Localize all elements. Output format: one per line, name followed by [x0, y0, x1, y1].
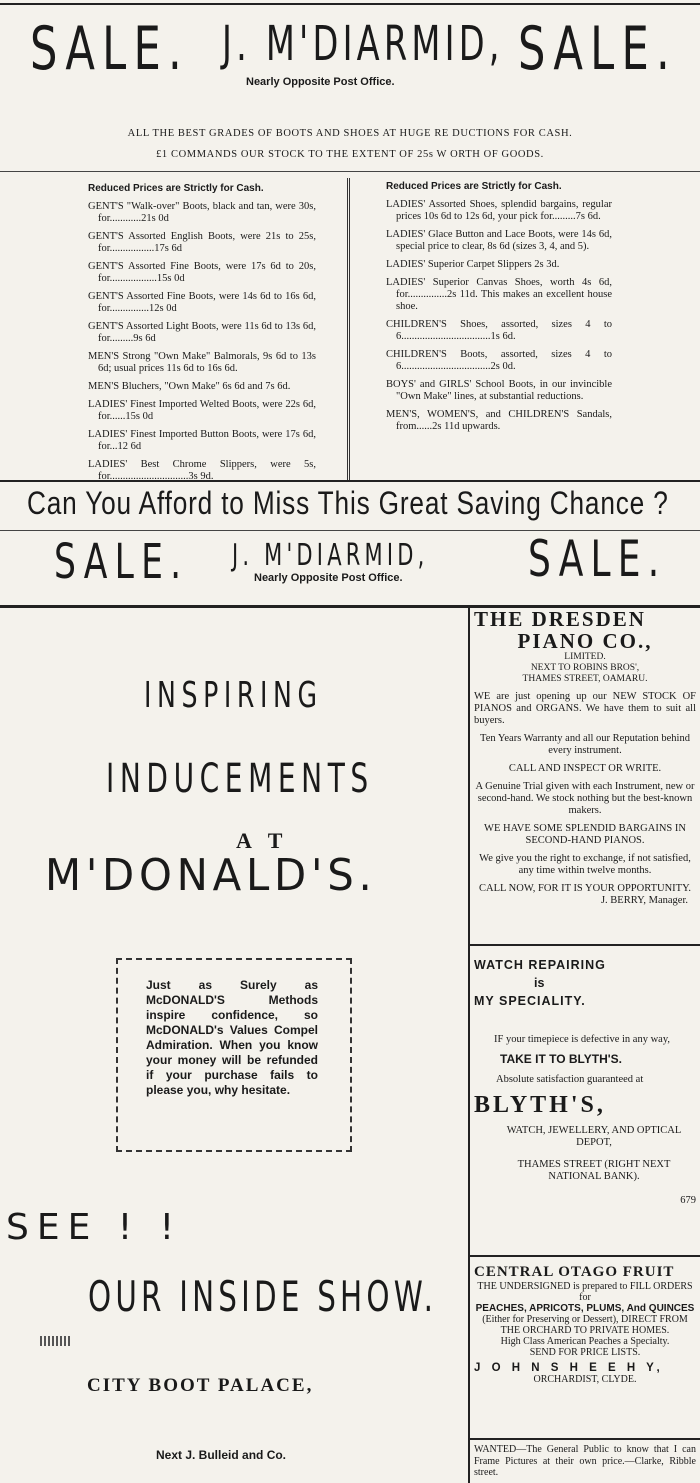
column-rule	[468, 608, 470, 1483]
dresden-addr-2: THAMES STREET, OAMARU.	[522, 674, 648, 684]
merchant-name-2: J. M'DIARMID,	[232, 538, 429, 573]
dresden-paragraph: A Genuine Trial given with each Instrument, new or second-hand. We stock nothing but the best-known makers.	[475, 781, 695, 816]
fruit-paragraph: THE UNDERSIGNED is prepared to FILL ORDERS for	[477, 1281, 693, 1303]
blyth-paragraph: THAMES STREET (RIGHT NEXT NATIONAL BANK).	[517, 1159, 671, 1182]
list-item: MEN'S Strong "Own Make" Balmorals, 9s 6d to 13s 6d; usual prices 11s 6d to 16s 6d.	[88, 351, 316, 374]
intro-line-2: £1 COMMANDS OUR STOCK TO THE EXTENT OF 25s W ORTH OF GOODS.	[156, 149, 544, 160]
list-item: BOYS' and GIRLS' School Boots, in our invincible "Own Make" lines, at substantial reductions.	[386, 379, 612, 402]
list-item: GENT'S "Walk-over" Boots, black and tan, were 30s, for............21s 0d	[88, 201, 316, 224]
dresden-paragraph: CALL AND INSPECT OR WRITE.	[508, 763, 662, 774]
smudge	[40, 1336, 70, 1346]
fruit-title: CENTRAL OTAGO FRUIT	[474, 1264, 675, 1280]
list-item: LADIES' Finest Imported Welted Boots, were 22s 6d, for......15s 0d	[88, 399, 316, 422]
fruit-name: J O H N S H E E H Y,	[474, 1362, 664, 1374]
price-list-right	[386, 181, 612, 439]
location-line: Nearly Opposite Post Office.	[246, 76, 395, 88]
dresden-title-text: THE DRESDEN	[474, 607, 646, 631]
next-bulleid: Next J. Bulleid and Co.	[156, 1448, 287, 1462]
fruit-varieties: PEACHES, APRICOTS, PLUMS, And QUINCES	[475, 1303, 695, 1314]
divider	[0, 480, 700, 482]
list-item: LADIES' Superior Carpet Slippers 2s 3d.	[386, 259, 560, 270]
slogan: Can You Afford to Miss This Great Saving Chance ?	[27, 485, 669, 521]
divider	[0, 171, 700, 172]
blyth-h1: WATCH REPAIRING	[474, 958, 606, 972]
blyth-ad-number: 679	[680, 1195, 696, 1206]
dresden-paragraph: We give you the right to exchange, if not satisfied, any time within twelve months.	[479, 853, 691, 876]
divider	[470, 1438, 700, 1440]
fruit-paragraph: High Class American Peaches a Specialty.	[500, 1336, 670, 1347]
blyth-take-it: TAKE IT TO BLYTH'S.	[500, 1052, 622, 1066]
blyth-h2: is	[534, 976, 545, 990]
fruit-ad	[474, 1264, 696, 1386]
fruit-place: ORCHARDIST, CLYDE.	[533, 1374, 637, 1385]
inducements-heading: INDUCEMENTS	[106, 756, 374, 802]
dresden-addr-1: NEXT TO ROBINS BROS',	[530, 663, 640, 673]
dresden-paragraph: WE are just opening up our NEW STOCK OF PIANOS and ORGANS. We have them to suit all buyers.	[474, 691, 696, 726]
mcdonalds-name: M'DONALD'S.	[45, 850, 377, 901]
dresden-paragraph: WE HAVE SOME SPLENDID BARGAINS IN SECOND-HAND PIANOS.	[484, 823, 686, 846]
at-heading: A T	[236, 828, 289, 853]
sale-right-heading-2: SALE.	[528, 530, 667, 588]
blyth-ad	[474, 958, 696, 1207]
list-item: MEN'S, WOMEN'S, and CHILDREN'S Sandals, from......2s 11d upwards.	[386, 409, 612, 432]
list-item: GENT'S Assorted Light Boots, were 11s 6d to 13s 6d, for.........9s 6d	[88, 321, 316, 344]
sale-left-heading: SALE.	[30, 14, 189, 84]
sale-right-heading: SALE.	[518, 14, 677, 84]
divider	[470, 944, 700, 946]
blyth-paragraph: Absolute satisfaction guaranteed at	[496, 1074, 644, 1085]
list-item: LADIES' Assorted Shoes, splendid bargains, regular prices 10s 6d to 12s 6d, your pick for.........7s 6d.	[386, 199, 612, 222]
intro-line-1: ALL THE BEST GRADES OF BOOTS AND SHOES AT HUGE RE DUCTIONS FOR CASH.	[127, 128, 573, 139]
dresden-paragraph: Ten Years Warranty and all our Reputation behind every instrument.	[480, 733, 690, 756]
dresden-paragraph: CALL NOW, FOR IT IS YOUR OPPORTUNITY.	[479, 883, 691, 894]
blyth-h3: MY SPECIALITY.	[474, 994, 586, 1008]
fruit-paragraph: SEND FOR PRICE LISTS.	[529, 1347, 641, 1358]
list-item: LADIES' Superior Canvas Shoes, worth 4s 6d, for...............2s 11d. This makes an excellent house shoe.	[386, 277, 612, 312]
list-item: CHILDREN'S Boots, assorted, sizes 4 to 6..................................2s 0d.	[386, 349, 612, 372]
blyth-name: BLYTH'S,	[474, 1092, 606, 1118]
inspiring-heading: INSPIRING	[144, 675, 323, 716]
list-item: GENT'S Assorted English Boots, were 21s to 25s, for.................17s 6d	[88, 231, 316, 254]
wanted-ad: WANTED—The General Public to know that I can Frame Pictures at their own price.—Clarke, Ribble street.	[474, 1444, 696, 1478]
location-line-2: Nearly Opposite Post Office.	[254, 572, 403, 584]
city-boot-palace: CITY BOOT PALACE,	[87, 1375, 314, 1396]
price-list-left	[88, 183, 316, 489]
list-item: MEN'S Bluchers, "Own Make" 6s 6d and 7s 6d.	[88, 381, 291, 392]
left-header: Reduced Prices are Strictly for Cash.	[88, 183, 264, 194]
divider	[470, 1255, 700, 1257]
box-text: Just as Surely as McDONALD'S Methods inspire confidence, so McDONALD's Values Compel Admiration. When you know your money will be refunded if your purchase fails to please you, why hesitate.	[146, 978, 318, 1097]
dresden-signature: J. BERRY, Manager.	[600, 895, 688, 906]
list-item: LADIES' Best Chrome Slippers, were 5s, for..............................3s 9d.	[88, 459, 316, 482]
dresden-title-2: PIANO CO.,	[517, 629, 653, 653]
blyth-paragraph: WATCH, JEWELLERY, AND OPTICAL DEPOT,	[506, 1125, 682, 1148]
dresden-limited: LIMITED.	[564, 652, 606, 662]
top-rule	[0, 3, 700, 5]
dresden-ad	[474, 608, 696, 907]
list-item: GENT'S Assorted Fine Boots, were 17s 6d to 20s, for..................15s 0d	[88, 261, 316, 284]
list-item: LADIES' Glace Button and Lace Boots, were 14s 6d, special price to clear, 8s 6d (sizes 3, 4, and 5).	[386, 229, 612, 252]
right-header: Reduced Prices are Strictly for Cash.	[386, 181, 562, 192]
sale-left-heading-2: SALE.	[54, 534, 189, 590]
blyth-paragraph: IF your timepiece is defective in any way,	[494, 1034, 671, 1045]
inside-show-heading: OUR INSIDE SHOW.	[88, 1272, 438, 1321]
dresden-title-1	[474, 608, 696, 630]
fruit-paragraph: (Either for Preserving or Dessert), DIRECT FROM THE ORCHARD TO PRIVATE HOMES.	[482, 1314, 688, 1336]
list-item: GENT'S Assorted Fine Boots, were 14s 6d to 16s 6d, for...............12s 0d	[88, 291, 316, 314]
list-item: CHILDREN'S Shoes, assorted, sizes 4 to 6..................................1s 6d.	[386, 319, 612, 342]
column-separator	[347, 178, 350, 480]
merchant-name: J. M'DIARMID,	[222, 16, 504, 72]
see-heading: SEE ! !	[6, 1207, 183, 1248]
list-item: LADIES' Finest Imported Button Boots, were 17s 6d, for...12 6d	[88, 429, 316, 452]
